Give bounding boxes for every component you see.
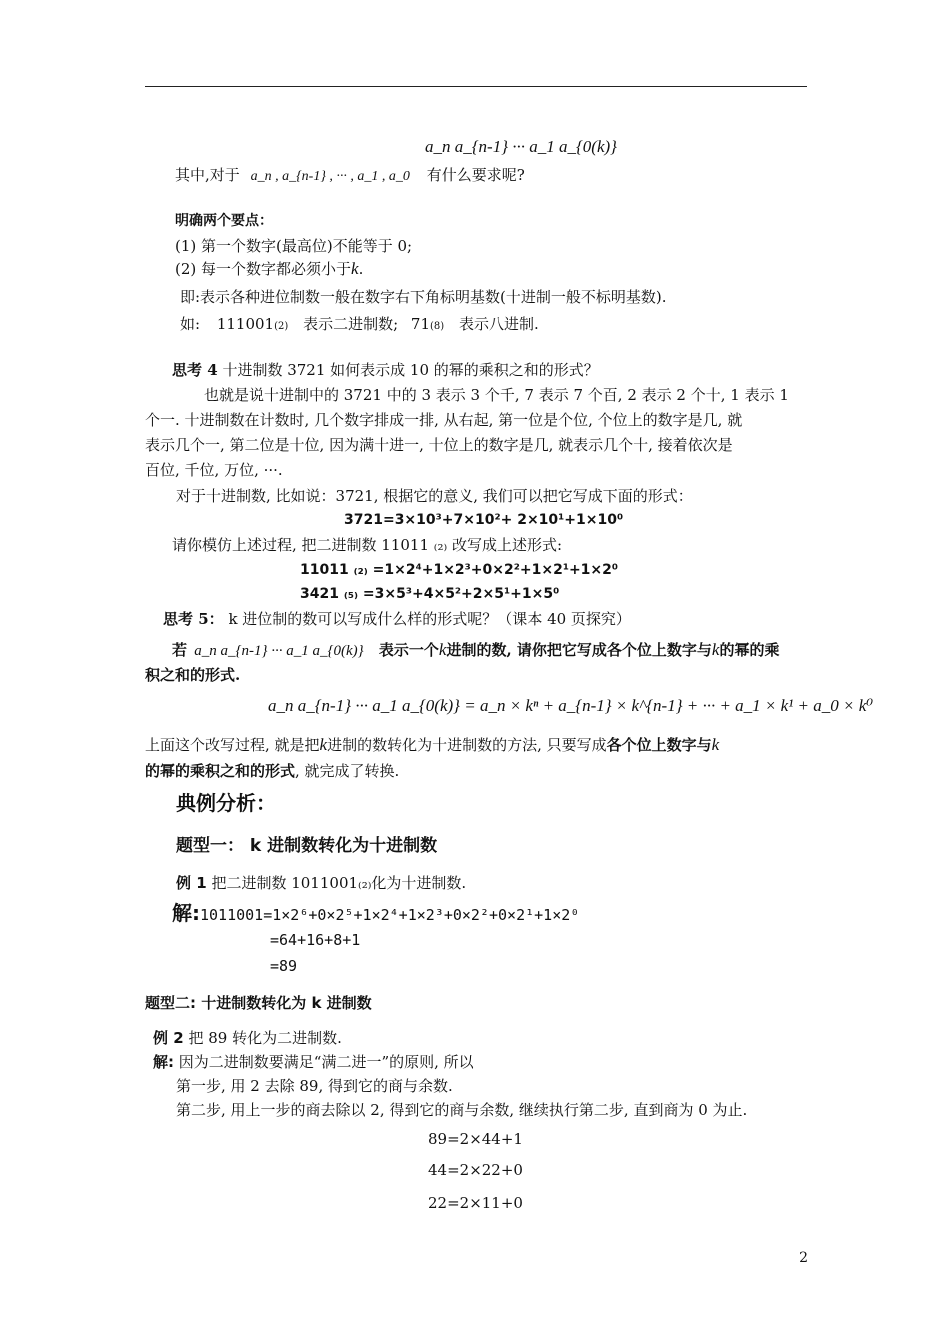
bold-question-line1 <box>172 640 779 661</box>
formula-11011: 11011 ₍₂₎ =1×2⁴+1×2³+0×2²+1×2¹+1×2⁰ <box>300 562 619 578</box>
example-1-text: 把二进制数 1011001₍₂₎化为十进制数. <box>211 874 467 892</box>
bold-q-c: 进制的数, 请你把它写成各个位上数字与 <box>446 641 712 659</box>
header-rule <box>145 86 807 87</box>
digit-sequence: a_n , a_{n-1} , ··· , a_1 , a_0 <box>250 169 410 184</box>
octal-desc: 表示八进制. <box>458 315 539 333</box>
question-line <box>175 165 525 187</box>
summary-line1 <box>145 735 719 755</box>
header-formula: a_n a_{n-1} ··· a_1 a_{0(k)} <box>425 137 617 156</box>
octal-example: 71 <box>410 315 430 333</box>
points-title: 明确两个要点： <box>175 213 273 229</box>
division-3: 22=2×11+0 <box>428 1194 523 1212</box>
example-2 <box>153 1028 342 1048</box>
think-4-text: 十进制数 3721 如何表示成 10 的幂的乘积之和的形式？ <box>222 361 599 379</box>
summary-bold-b: 的幂的乘积之和的形式 <box>145 762 296 780</box>
bold-q-b: 表示一个 <box>378 641 439 659</box>
example-prefix: 如: <box>180 315 201 333</box>
para2: 对于十进制数, 比如说：3721, 根据它的意义, 我们可以把它写成下面的形式： <box>176 487 693 505</box>
k-symbol: k <box>711 735 720 754</box>
solution-2-text: 因为二进制数要满足“满二进一”的原则, 所以 <box>178 1053 474 1071</box>
summary-bold-a: 各个位上数字与 <box>606 736 712 754</box>
solution-1-label: 解: <box>172 901 200 925</box>
example-2-label: 例 2 <box>153 1029 184 1047</box>
point-2 <box>175 259 363 279</box>
point-2-text: (2) 每一个数字都必须小于 <box>175 260 352 278</box>
octal-subscript: (8) <box>430 321 445 332</box>
k-expansion-formula: a_n a_{n-1} ··· a_1 a_{0(k)} = a_n × kⁿ + a_{n-1} × k^{n-1} + ··· + a_1 × k¹ + a_0 × k⁰ <box>268 696 874 715</box>
think-5-text: k 进位制的数可以写成什么样的形式呢？（课本 40 页探究） <box>228 610 631 628</box>
imitate-prompt: 请你模仿上述过程, 把二进制数 11011 ₍₂₎ 改写成上述形式: <box>172 536 562 554</box>
summary-a: 上面这个改写过程, 就是把 <box>145 736 320 754</box>
summary-b: 进制的数转化为十进制数的方法, 只要写成 <box>327 736 607 754</box>
k-symbol: k <box>351 259 359 278</box>
question-prefix: 其中,对于 <box>175 166 240 184</box>
think-5-label: 思考 5： <box>163 610 224 628</box>
solution-2-label: 解: <box>153 1053 174 1071</box>
inline-k-number: a_n a_{n-1} ··· a_1 a_{0(k)} <box>194 643 364 659</box>
summary-line2 <box>145 761 399 781</box>
formula-3721: 3721=3×10³+7×10²+ 2×10¹+1×10⁰ <box>344 512 624 528</box>
summary-rest: , 就完成了转换. <box>295 762 400 780</box>
type-2-title: 题型二: 十进制数转化为 k 进制数 <box>145 994 372 1012</box>
point-2-end: . <box>358 260 364 278</box>
point-1: (1) 第一个数字(最高位)不能等于 0; <box>175 237 413 255</box>
bold-q-a: 若 <box>172 641 188 659</box>
base-note: 即:表示各种进位制数一般在数字右下角标明基数(十进制一般不标明基数). <box>180 288 667 306</box>
k-symbol: k <box>711 640 720 659</box>
para1-line2: 个一. 十进制数在计数时, 几个数字排成一排, 从右起, 第一位是个位, 个位上的数字是几, 就 <box>145 411 743 429</box>
solution-1-line2: =64+16+8+1 <box>270 931 361 949</box>
para1-line1: 也就是说十进制中的 3721 中的 3 表示 3 个千, 7 表示 7 个百, 2 表示 2 个十, 1 表示 1 <box>204 386 789 404</box>
section-title: 典例分析： <box>176 791 276 815</box>
binary-subscript: (2) <box>274 321 289 332</box>
k-symbol: k <box>438 640 447 659</box>
think-4-label: 思考 4 <box>172 361 218 379</box>
page-number: 2 <box>799 1250 808 1266</box>
binary-desc: 表示二进制数; <box>303 315 399 333</box>
formula-3421: 3421 ₍₅₎ =3×5³+4×5²+2×5¹+1×5⁰ <box>300 586 560 602</box>
step-1: 第一步, 用 2 去除 89, 得到它的商与余数. <box>176 1077 453 1095</box>
step-2: 第二步, 用上一步的商去除以 2, 得到它的商与余数, 继续执行第二步, 直到商为 0 为止. <box>176 1101 748 1119</box>
bold-question-line2: 积之和的形式. <box>145 666 241 684</box>
binary-example: 111001 <box>216 315 275 333</box>
solution-1-line3: =89 <box>270 957 298 975</box>
example-2-text: 把 89 转化为二进制数. <box>188 1029 342 1047</box>
bold-q-d: 的幂的乘 <box>719 641 780 659</box>
para1-line4: 百位, 千位, 万位, ···. <box>145 461 283 479</box>
question-suffix: 有什么要求呢? <box>426 166 525 184</box>
think-5 <box>163 609 631 629</box>
solution-1-expansion: 1011001=1×2⁶+0×2⁵+1×2⁴+1×2³+0×2²+0×2¹+1×2⁰ <box>200 906 580 924</box>
division-2: 44=2×22+0 <box>428 1161 523 1179</box>
solution-1-line1 <box>172 903 579 925</box>
example-line <box>180 314 539 337</box>
para1-line3: 表示几个一, 第二位是十位, 因为满十进一, 十位上的数字是几, 就表示几个十, 接着依次是 <box>145 436 733 454</box>
type-1-title: 题型一： k 进制数转化为十进制数 <box>176 836 438 856</box>
example-1-label: 例 1 <box>176 874 207 892</box>
think-4 <box>172 360 599 380</box>
k-symbol: k <box>319 735 328 754</box>
division-1: 89=2×44+1 <box>428 1130 523 1148</box>
solution-2 <box>153 1052 474 1072</box>
example-1 <box>176 873 466 893</box>
